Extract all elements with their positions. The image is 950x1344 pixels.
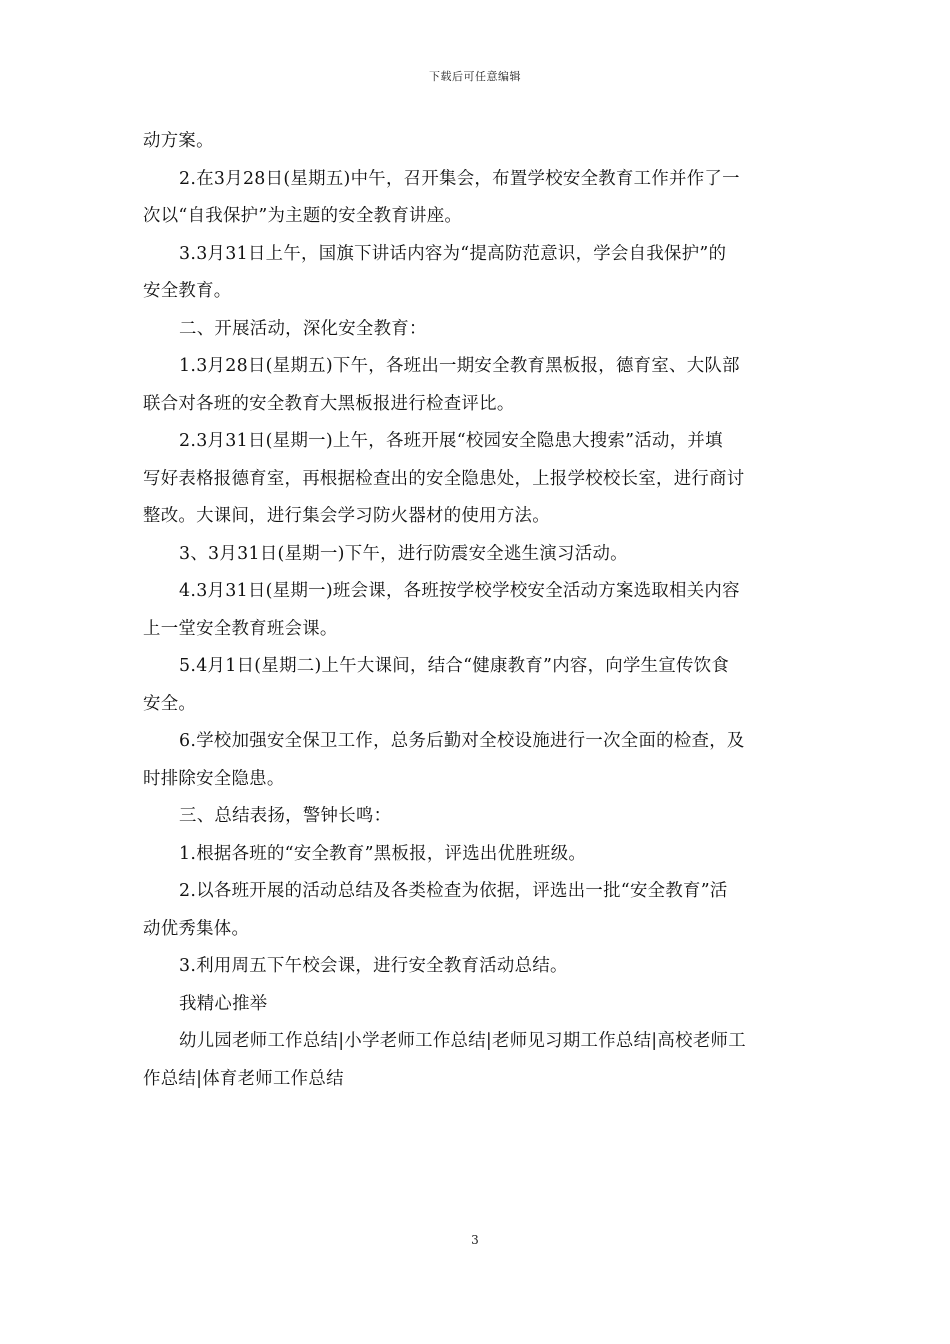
text-line: 2.在3月28日(星期五)中午，召开集会，布置学校安全教育工作并作了一 — [179, 168, 740, 189]
text-line: 6.学校加强安全保卫工作，总务后勤对全校设施进行一次全面的检查，及 — [179, 731, 745, 751]
text-line: 5.4月1日(星期二)上午大课间，结合“健康教育”内容，向学生宣传饮食 — [179, 656, 730, 676]
text-line: 上一堂安全教育班会课。 — [143, 618, 338, 639]
section-heading: 三、总结表扬，警钟长鸣： — [179, 806, 392, 826]
page-number: 3 — [471, 1233, 479, 1247]
text-line: 安全教育。 — [143, 281, 232, 301]
text-line: 安全。 — [143, 693, 197, 714]
page-header: 下载后可任意编辑 — [429, 70, 521, 83]
text-line: 3.利用周五下午校会课，进行安全教育活动总结。 — [179, 956, 568, 976]
text-line: 4.3月31日(星期一)班会课，各班按学校学校安全活动方案选取相关内容 — [179, 581, 740, 601]
text-line: 次以“自我保护”为主题的安全教育讲座。 — [143, 206, 463, 226]
text-line: 1.根据各班的“安全教育”黑板报，评选出优胜班级。 — [179, 843, 587, 864]
recommendation-links: 作总结|体育老师工作总结 — [143, 1068, 344, 1089]
text-line: 2.以各班开展的活动总结及各类检查为依据，评选出一批“安全教育”活 — [179, 881, 728, 901]
text-line: 整改。大课间，进行集会学习防火器材的使用方法。 — [143, 506, 550, 526]
text-line: 1.3月28日(星期五)下午，各班出一期安全教育黑板报，德育室、大队部 — [179, 356, 740, 376]
text-line: 动方案。 — [143, 131, 214, 151]
recommendation-heading: 我精心推举 — [179, 993, 268, 1014]
recommendation-links: 幼儿园老师工作总结|小学老师工作总结|老师见习期工作总结|高校老师工 — [179, 1031, 746, 1051]
text-line: 时排除安全隐患。 — [143, 768, 285, 789]
text-line: 3、3月31日(星期一)下午，进行防震安全逃生演习活动。 — [179, 543, 628, 564]
text-line: 动优秀集体。 — [143, 918, 250, 939]
text-line: 联合对各班的安全教育大黑板报进行检查评比。 — [143, 393, 515, 414]
text-line: 2.3月31日(星期一)上午，各班开展“校园安全隐患大搜索”活动，并填 — [179, 431, 723, 451]
text-line: 3.3月31日上午，国旗下讲话内容为“提高防范意识，学会自我保护”的 — [179, 243, 727, 264]
document-body — [143, 123, 807, 1098]
section-heading: 二、开展活动，深化安全教育： — [179, 318, 427, 339]
text-line: 写好表格报德育室，再根据检查出的安全隐患处，上报学校校长室，进行商讨 — [143, 468, 745, 489]
